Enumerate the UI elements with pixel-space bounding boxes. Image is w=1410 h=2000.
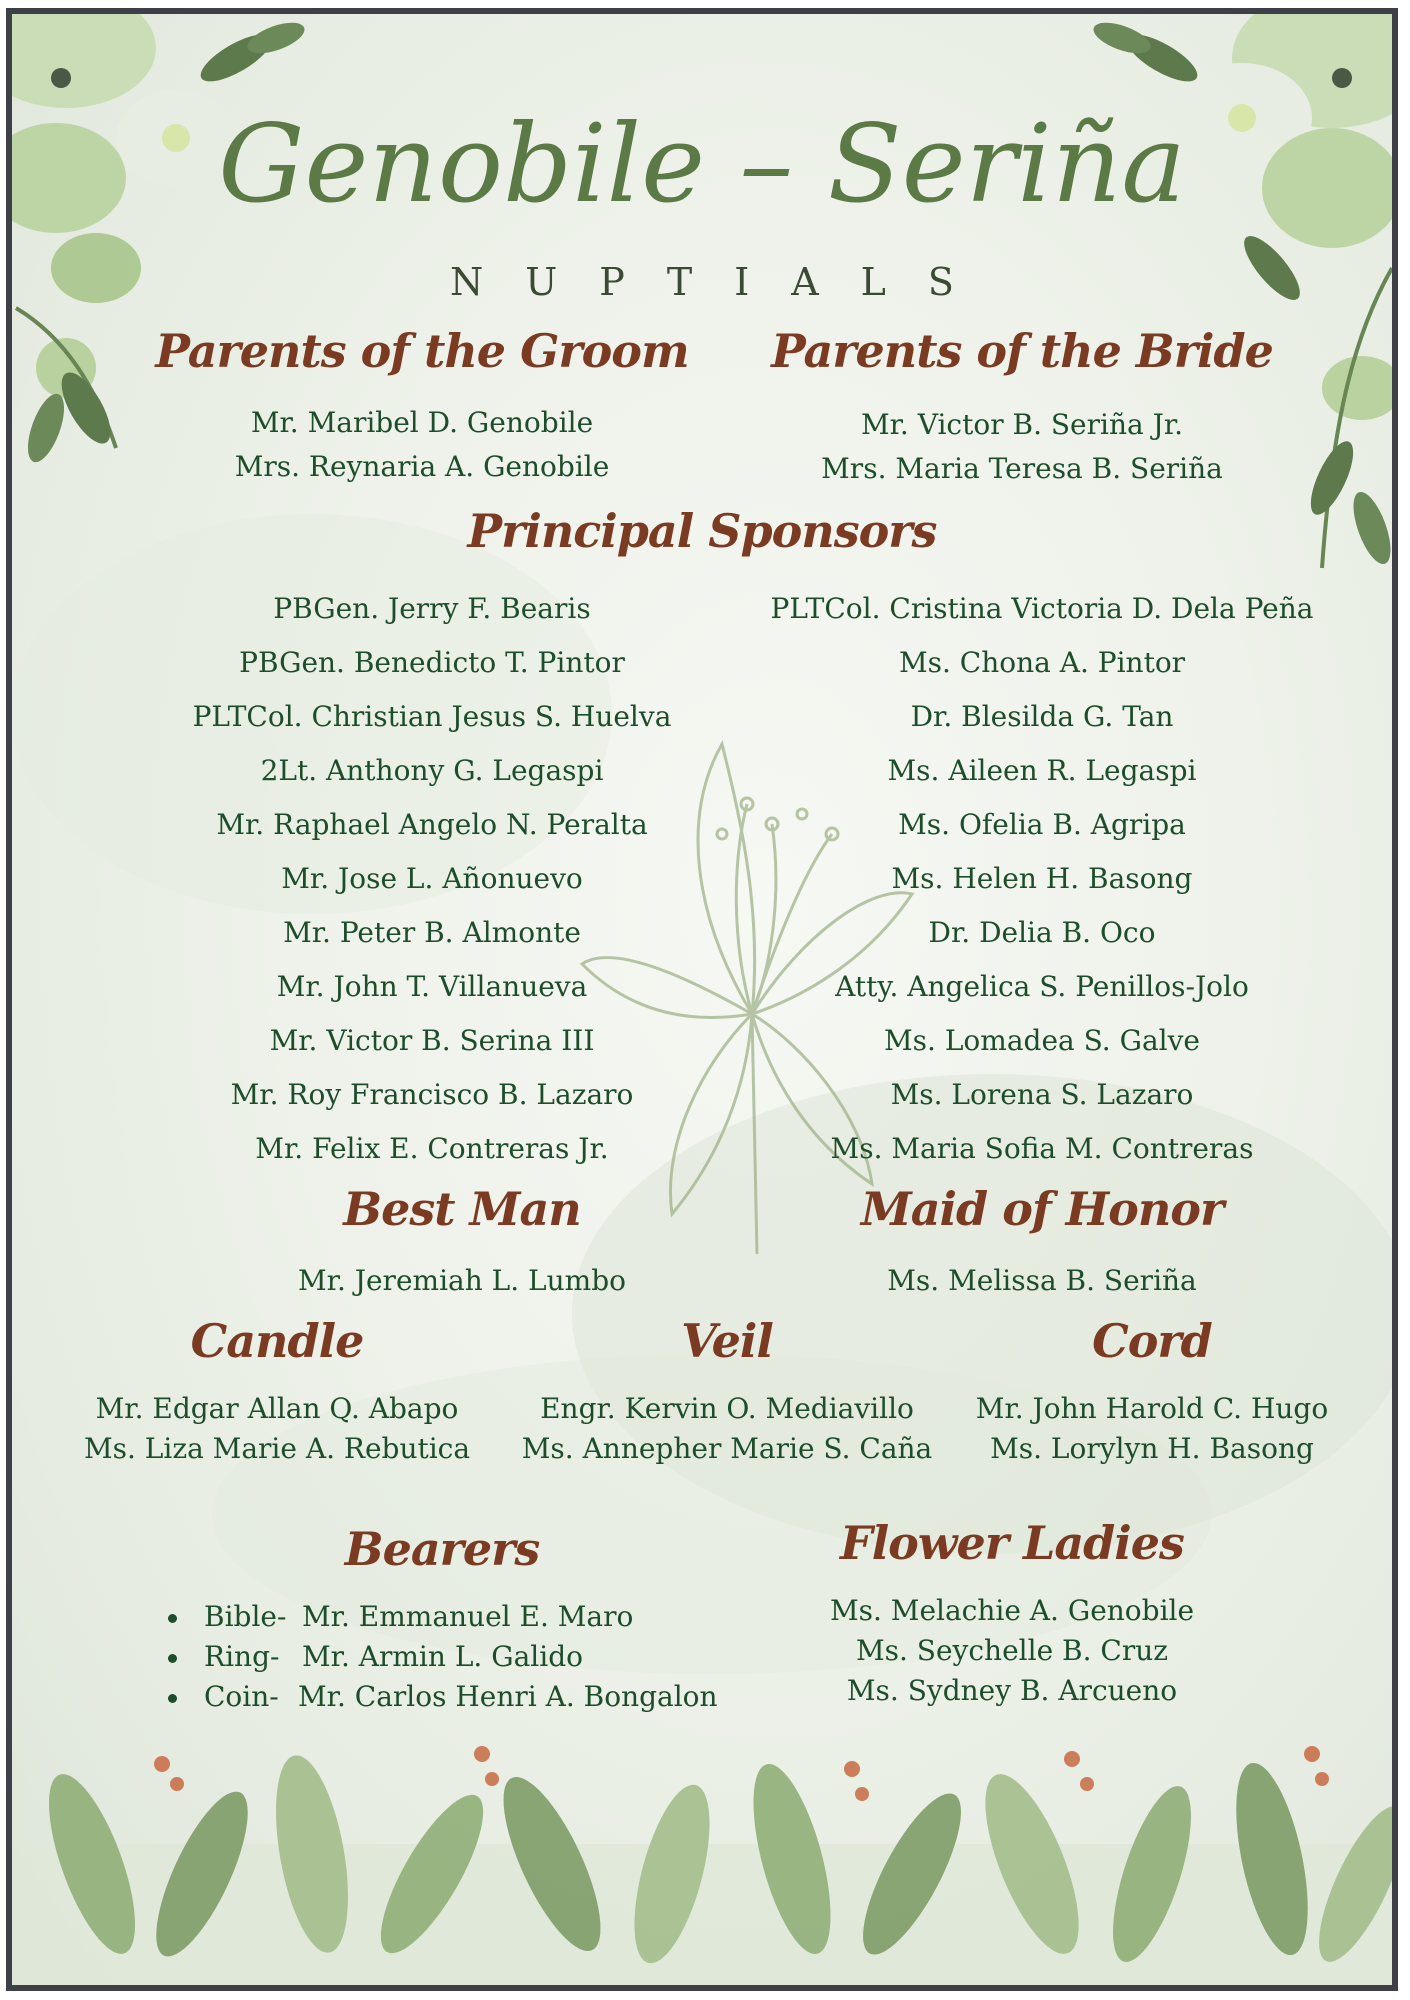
maid-of-honor-heading: Maid of Honor	[860, 1182, 1224, 1236]
veil-sponsor: Ms. Annepher Marie S. Caña	[521, 1432, 933, 1465]
sponsor-right: Ms. Lorena S. Lazaro	[890, 1078, 1194, 1111]
bearer-label: Bible-	[204, 1600, 287, 1633]
floral-top-right	[1072, 8, 1398, 608]
cord-sponsor: Ms. Lorylyn H. Basong	[990, 1432, 1314, 1465]
sponsor-right: Ms. Helen H. Basong	[891, 862, 1193, 895]
sponsor-left: Mr. Peter B. Almonte	[283, 916, 581, 949]
candle-sponsor: Mr. Edgar Allan Q. Abapo	[95, 1392, 459, 1425]
principal-sponsors-heading: Principal Sponsors	[467, 504, 937, 558]
sponsor-right: Ms. Chona A. Pintor	[898, 646, 1186, 679]
sponsor-right: PLTCol. Cristina Victoria D. Dela Peña	[770, 592, 1314, 625]
cord-sponsor: Mr. John Harold C. Hugo	[975, 1392, 1329, 1425]
sponsor-right: Dr. Delia B. Oco	[928, 916, 1156, 949]
sponsor-left: Mr. Felix E. Contreras Jr.	[255, 1132, 609, 1165]
maid-of-honor-name: Ms. Melissa B. Seriña	[887, 1264, 1197, 1297]
groom-father: Mr. Maribel D. Genobile	[250, 406, 594, 439]
cord-heading: Cord	[1092, 1314, 1212, 1368]
sponsor-right: Ms. Aileen R. Legaspi	[887, 754, 1197, 787]
invitation-card	[6, 8, 1398, 1991]
best-man-heading: Best Man	[343, 1182, 581, 1236]
sponsor-left: Mr. Raphael Angelo N. Peralta	[216, 808, 648, 841]
bearer-label: Ring-	[204, 1640, 280, 1673]
groom-mother: Mrs. Reynaria A. Genobile	[234, 450, 610, 483]
bearer-name: Mr. Armin L. Galido	[302, 1640, 583, 1673]
candle-heading: Candle	[190, 1314, 364, 1368]
bride-father: Mr. Victor B. Seriña Jr.	[860, 408, 1184, 441]
sponsor-left: Mr. John T. Villanueva	[276, 970, 588, 1003]
sponsor-right: Atty. Angelica S. Penillos-Jolo	[835, 970, 1249, 1003]
bride-parents-heading: Parents of the Bride	[771, 324, 1273, 378]
flower-lady: Ms. Seychelle B. Cruz	[855, 1634, 1169, 1667]
sponsor-left: 2Lt. Anthony G. Legaspi	[260, 754, 604, 787]
sponsor-right: Dr. Blesilda G. Tan	[910, 700, 1174, 733]
sponsor-right: Ms. Lomadea S. Galve	[883, 1024, 1200, 1057]
sponsor-left: Mr. Jose L. Añonuevo	[281, 862, 583, 895]
foliage-bottom	[12, 1724, 1392, 1985]
sponsor-left: Mr. Victor B. Serina III	[269, 1024, 595, 1057]
candle-sponsor: Ms. Liza Marie A. Rebutica	[83, 1432, 471, 1465]
nuptials-subtitle: NUPTIALS	[450, 260, 996, 304]
flower-lady: Ms. Sydney B. Arcueno	[846, 1674, 1178, 1707]
sponsor-left: PLTCol. Christian Jesus S. Huelva	[192, 700, 672, 733]
bullet-icon	[168, 1614, 177, 1623]
veil-heading: Veil	[681, 1314, 773, 1368]
flower-ladies-heading: Flower Ladies	[840, 1516, 1184, 1570]
best-man-name: Mr. Jeremiah L. Lumbo	[297, 1264, 626, 1297]
bearer-label: Coin-	[204, 1680, 279, 1713]
groom-parents-heading: Parents of the Groom	[155, 324, 689, 378]
couple-names-title: Genobile – Seriña	[218, 102, 1186, 227]
veil-sponsor: Engr. Kervin O. Mediavillo	[540, 1392, 914, 1425]
bullet-icon	[168, 1654, 177, 1663]
bearers-heading: Bearers	[344, 1522, 540, 1576]
flower-lady: Ms. Melachie A. Genobile	[829, 1594, 1195, 1627]
bullet-icon	[168, 1694, 177, 1703]
bride-mother: Mrs. Maria Teresa B. Seriña	[821, 452, 1223, 485]
bearer-name: Mr. Emmanuel E. Maro	[302, 1600, 634, 1633]
bearer-name: Mr. Carlos Henri A. Bongalon	[298, 1680, 718, 1713]
floral-top-left	[6, 8, 326, 468]
sponsor-left: Mr. Roy Francisco B. Lazaro	[230, 1078, 634, 1111]
sponsor-right: Ms. Ofelia B. Agripa	[898, 808, 1186, 841]
sponsor-left: PBGen. Benedicto T. Pintor	[239, 646, 625, 679]
sponsor-right: Ms. Maria Sofia M. Contreras	[830, 1132, 1254, 1165]
sponsor-left: PBGen. Jerry F. Bearis	[273, 592, 591, 625]
